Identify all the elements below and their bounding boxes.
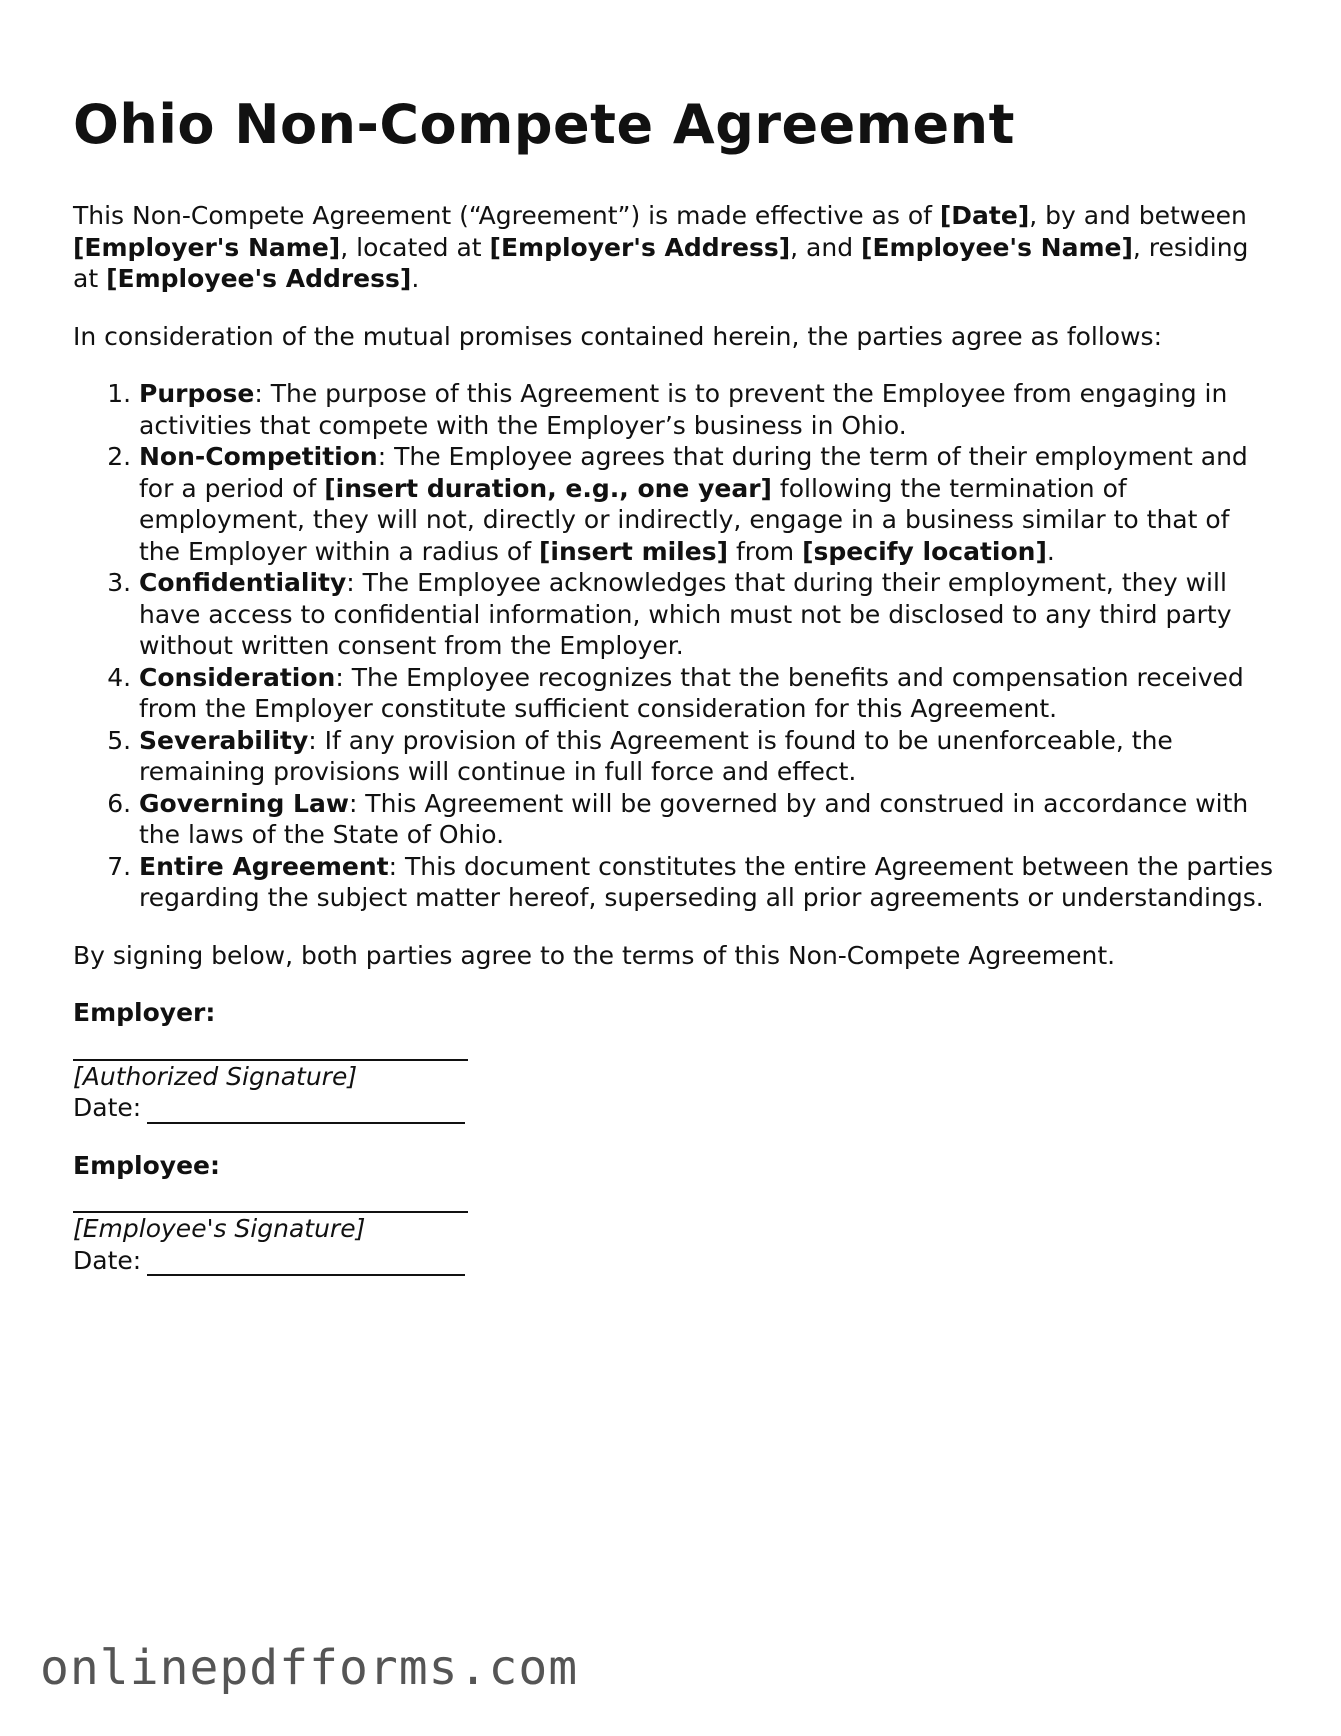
clause-heading: Consideration [139, 662, 336, 692]
employer-address-placeholder: [Employer's Address] [489, 232, 791, 262]
employer-date-line[interactable] [147, 1096, 465, 1124]
intro-text-1: This Non-Compete Agreement (“Agreement”) is made effective as of [73, 201, 940, 230]
employee-date-label: Date: [73, 1245, 142, 1275]
clause-text: following the termination of employment, they will not, directly or indirectly, engage in a business similar to that of the Employer within a radius of [139, 473, 1230, 566]
intro-paragraph [73, 200, 1273, 295]
clause-heading: Confidentiality [139, 568, 347, 597]
intro-text-5: , residing at [73, 232, 1249, 293]
clause-text: : The Employee agrees that during the term of their employment and for a period of [139, 442, 1248, 503]
clause-text: : If any provision of this Agreement is found to be unenforceable, the remaining provisions will continue in full force and effect. [139, 725, 1173, 786]
clause-text: . [1046, 536, 1055, 566]
employer-name-placeholder: [Employer's Name] [73, 232, 341, 262]
clause-heading: Non-Competition [139, 442, 378, 471]
clause-consideration [139, 662, 1273, 725]
employee-date-line[interactable] [147, 1248, 465, 1276]
document-title: Ohio Non-Compete Agreement [73, 93, 1015, 156]
intro-text-6: . [411, 264, 420, 293]
miles-placeholder: [insert miles] [538, 536, 729, 566]
clause-purpose [139, 378, 1273, 441]
employee-signature-line[interactable] [73, 1183, 468, 1213]
employer-signature-line[interactable] [73, 1031, 468, 1061]
employee-heading: Employee: [73, 1150, 220, 1180]
closing-paragraph: By signing below, both parties agree to the terms of this Non-Compete Agreement. [73, 940, 1116, 970]
intro-text-4: , and [790, 232, 862, 262]
clause-text: : This document constitutes the entire Agreement between the parties regarding the subject matter hereof, superseding all prior agreements or understandings. [139, 851, 1274, 912]
clause-confidentiality [139, 567, 1273, 662]
watermark-text: onlinepdfforms.com [40, 1640, 579, 1696]
employer-heading: Employer: [73, 998, 216, 1027]
clause-governing-law [139, 788, 1273, 851]
consideration-paragraph: In consideration of the mutual promises contained herein, the parties agree as follows: [73, 321, 1163, 351]
employee-signature-caption: [Employee's Signature] [73, 1214, 366, 1243]
date-placeholder: [Date] [939, 201, 1030, 230]
employer-signature-block [73, 997, 1273, 1124]
clause-heading: Governing Law [139, 788, 349, 818]
document-page [73, 90, 1273, 1276]
clause-non-competition [139, 441, 1273, 567]
employer-signature-caption: [Authorized Signature] [73, 1061, 358, 1091]
employee-address-placeholder: [Employee's Address] [106, 264, 412, 293]
clause-heading: Severability [139, 725, 309, 755]
intro-text-3: , located at [340, 232, 490, 262]
clauses-list [73, 378, 1273, 914]
clause-severability [139, 725, 1273, 788]
clause-text: : The purpose of this Agreement is to prevent the Employee from engaging in activities that compete with the Employer’s business in Ohio. [139, 379, 1228, 440]
clause-entire-agreement [139, 851, 1273, 914]
employee-date-row [73, 1245, 1273, 1277]
clause-text: : The Employee recognizes that the benefits and compensation received from the Employer constitute sufficient consideration for this Agreement. [139, 662, 1244, 723]
clause-text: from [728, 536, 803, 566]
employee-name-placeholder: [Employee's Name] [861, 232, 1133, 262]
employee-signature-block [73, 1150, 1273, 1277]
duration-placeholder: [insert duration, e.g., one year] [324, 473, 772, 503]
clause-heading: Purpose [139, 379, 255, 408]
clause-text: : This Agreement will be governed by and construed in accordance with the laws of the State of Ohio. [139, 788, 1249, 849]
employer-date-row [73, 1092, 1273, 1124]
location-placeholder: [specify location] [802, 536, 1047, 566]
clause-heading: Entire Agreement [139, 851, 389, 881]
clause-text: : The Employee acknowledges that during their employment, they will have access to confidential information, which must not be disclosed to any third party without written consent from the Employer. [139, 568, 1232, 660]
employer-date-label: Date: [73, 1093, 142, 1122]
intro-text-2: , by and between [1029, 201, 1247, 230]
